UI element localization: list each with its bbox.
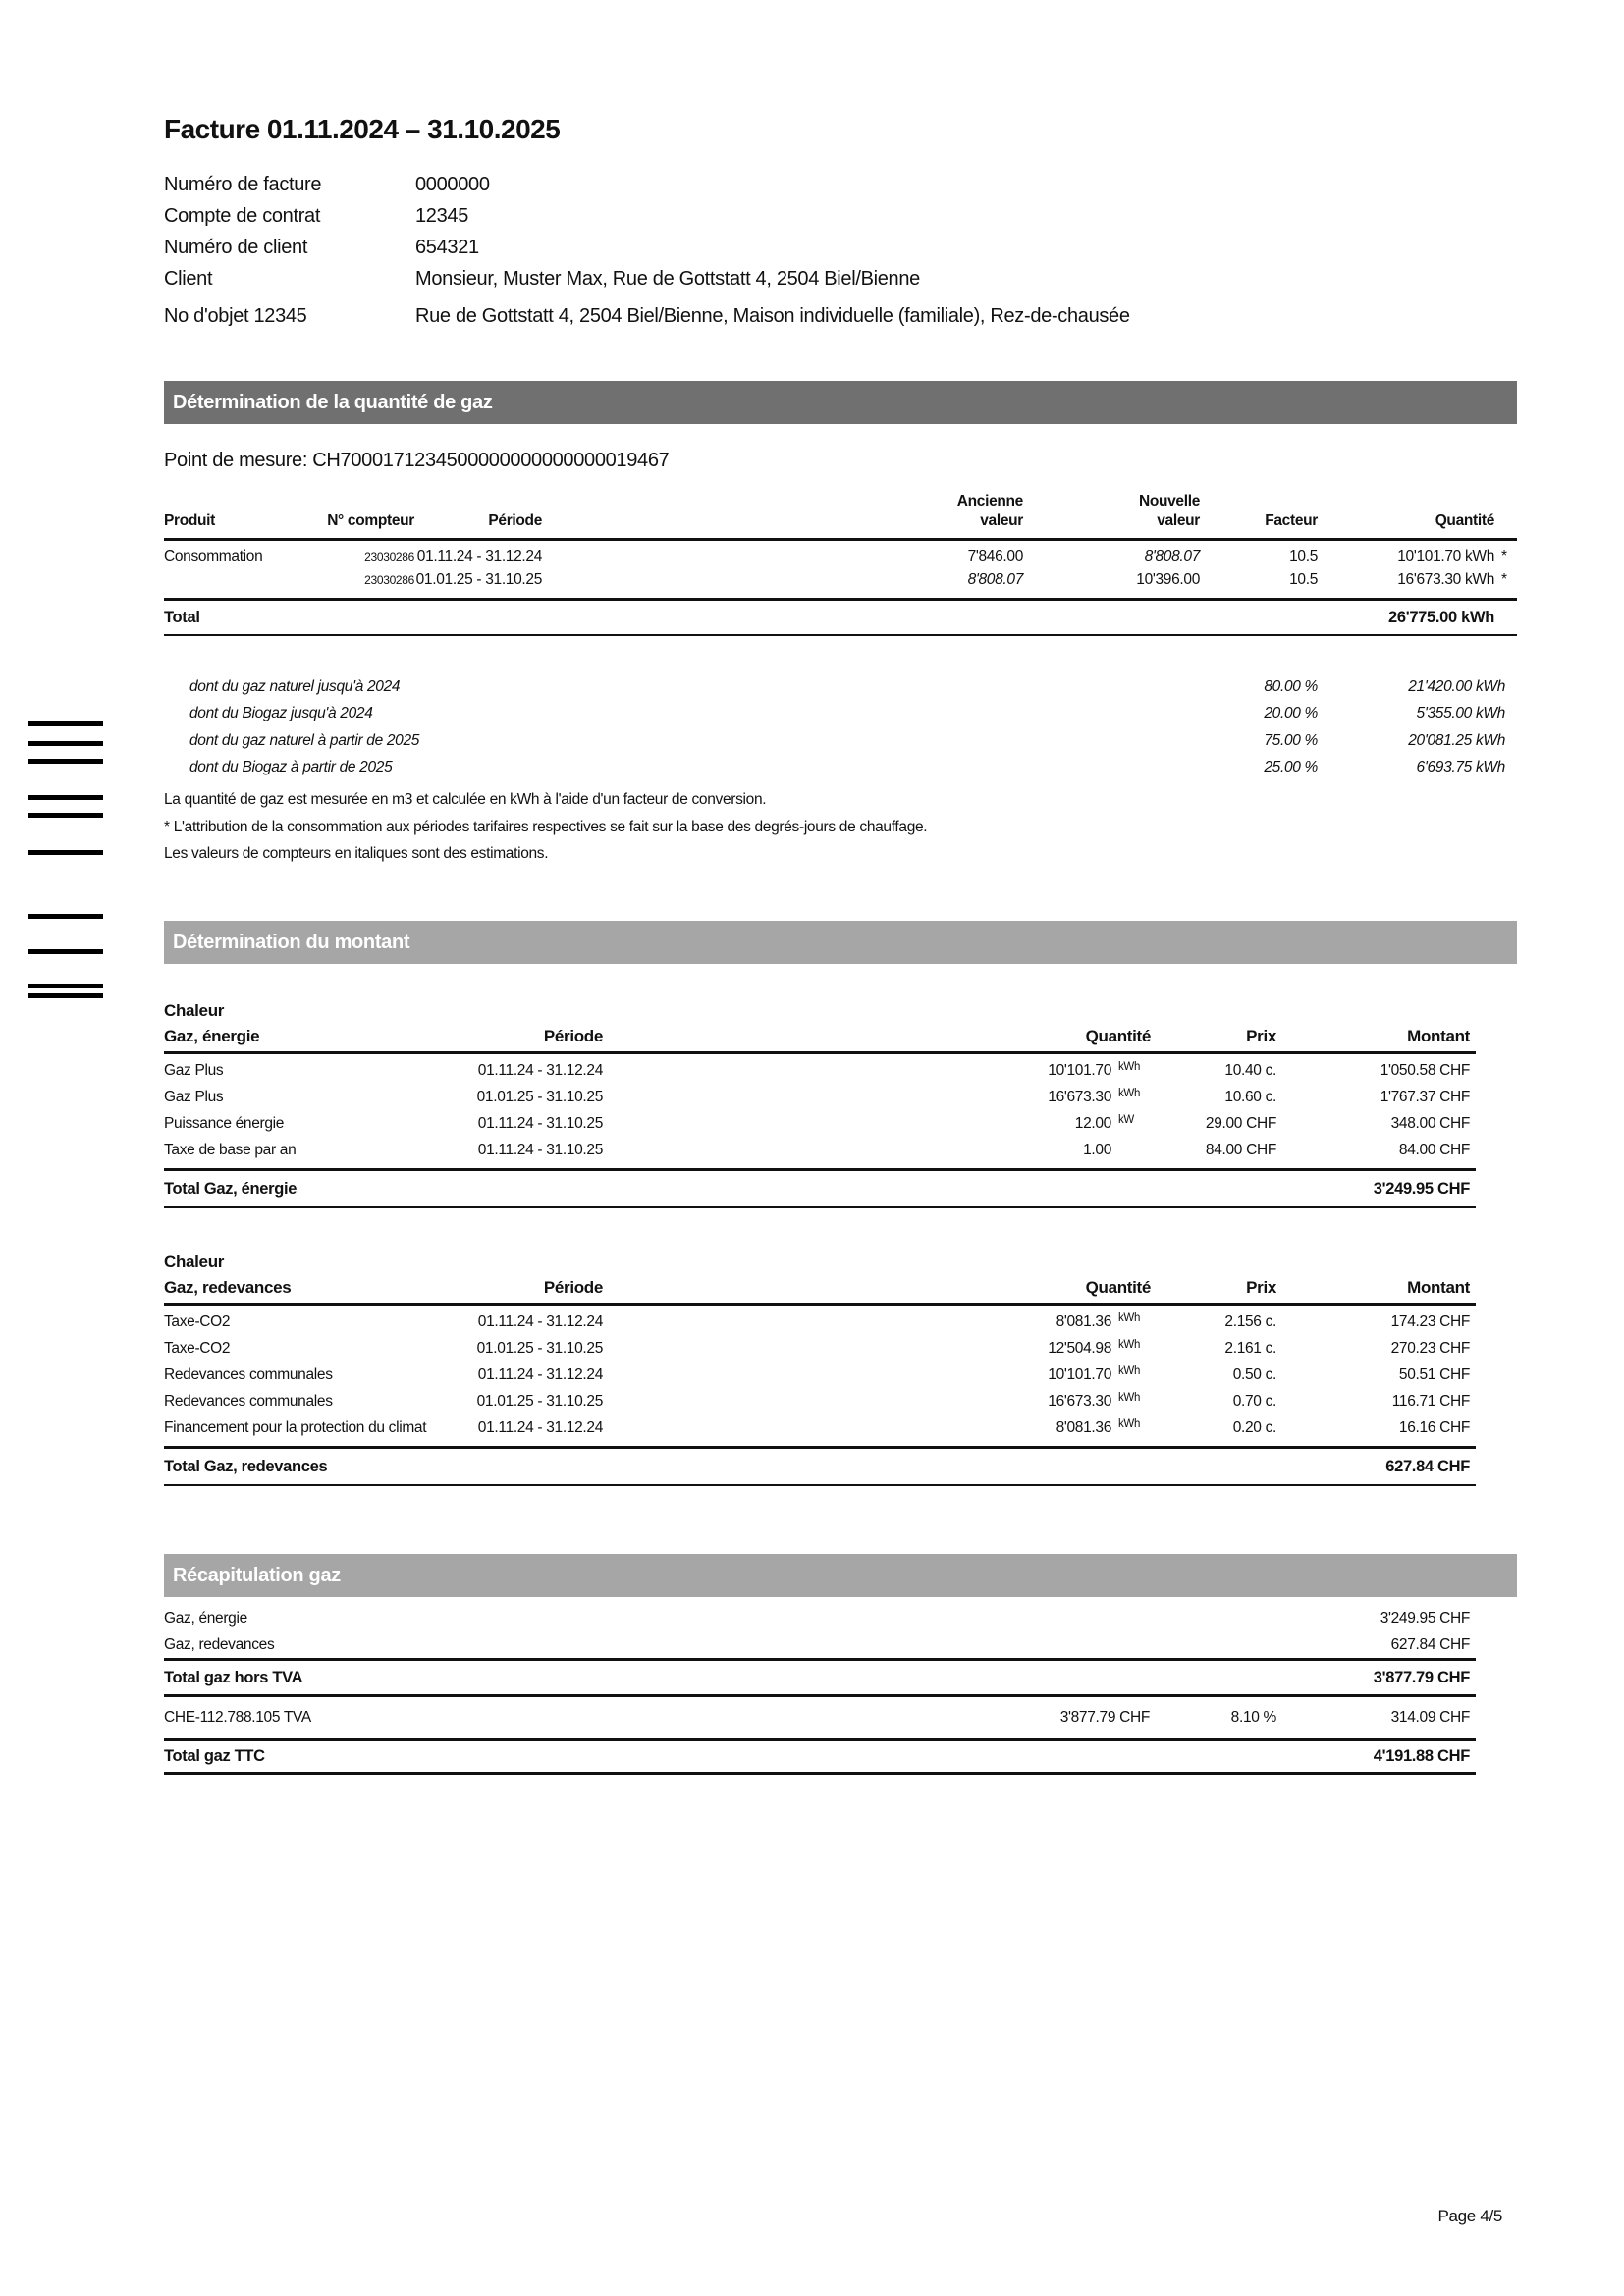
cell-quantite: 16'673.30 kWh xyxy=(1397,571,1494,588)
breakdown-kwh: 20'081.25 kWh xyxy=(1408,731,1505,749)
fees-total-row xyxy=(164,1449,1476,1486)
cell-montant: 174.23 CHF xyxy=(1390,1312,1470,1330)
col-prix: Prix xyxy=(1246,1278,1276,1297)
cell-prix: 10.40 c. xyxy=(1224,1061,1276,1079)
meta-value: Monsieur, Muster Max, Rue de Gottstatt 4, 2504 Biel/Bienne xyxy=(415,267,920,290)
col-periode: Période xyxy=(543,1027,603,1045)
cell-prix: 0.70 c. xyxy=(1232,1392,1276,1410)
cell-montant: 348.00 CHF xyxy=(1390,1114,1470,1132)
breakdown-percent: 25.00 % xyxy=(1264,759,1318,776)
fees-table xyxy=(164,1278,1476,1486)
breakdown-row xyxy=(164,673,1517,701)
meta-value: Rue de Gottstatt 4, 2504 Biel/Bienne, Maison individuelle (familiale), Rez-de-chausée xyxy=(415,304,1130,327)
meta-label: No d'objet 12345 xyxy=(164,304,307,327)
col-quantite: Quantité xyxy=(1435,512,1494,529)
col-produit: Produit xyxy=(164,512,216,529)
cell-quantite: 12'504.98 xyxy=(1048,1339,1111,1357)
recap-label: Gaz, redevances xyxy=(164,1635,275,1653)
cell-unit xyxy=(1111,1137,1156,1141)
footnotes xyxy=(164,791,1517,873)
asterisk-marker: * xyxy=(1501,571,1507,588)
meta-value: 654321 xyxy=(415,236,479,258)
table-row xyxy=(164,1057,1476,1084)
subtotal-label: Total gaz hors TVA xyxy=(164,1668,303,1686)
cell-quantite: 16'673.30 xyxy=(1048,1088,1111,1105)
cell-periode: 01.01.25 - 31.10.25 xyxy=(415,571,542,588)
fees-table-body xyxy=(164,1306,1476,1449)
breakdown-percent: 20.00 % xyxy=(1264,705,1318,722)
quantity-table-header-row1 xyxy=(164,493,1517,512)
cell-unit: kWh xyxy=(1118,1088,1141,1099)
breakdown-label: dont du Biogaz jusqu'à 2024 xyxy=(189,705,373,722)
margin-mark xyxy=(28,813,103,818)
table-row xyxy=(164,1137,1476,1163)
margin-mark xyxy=(28,759,103,764)
table-name: Gaz, redevances xyxy=(164,1278,292,1297)
breakdown-label: dont du gaz naturel à partir de 2025 xyxy=(189,731,420,749)
cell-quantite: 10'101.70 kWh xyxy=(1397,548,1494,564)
quantity-table xyxy=(164,493,1517,636)
cell-nouvelle-estimated: 8'808.07 xyxy=(1144,548,1200,564)
cell-quantite: 10'101.70 xyxy=(1048,1365,1111,1383)
col-nouvelle-valeur: valeur xyxy=(1157,512,1200,529)
recap-total-row xyxy=(164,1738,1476,1775)
breakdown-percent: 75.00 % xyxy=(1264,731,1318,749)
cell-quantite: 8'081.36 xyxy=(1056,1418,1111,1436)
recap-table xyxy=(164,1605,1476,1775)
meta-label: Numéro de facture xyxy=(164,173,322,195)
breakdown-kwh: 5'355.00 kWh xyxy=(1416,705,1505,722)
table-row xyxy=(164,568,1517,592)
cell-prix: 2.161 c. xyxy=(1224,1339,1276,1357)
table-row xyxy=(164,1110,1476,1137)
cell-unit: kWh xyxy=(1118,1392,1141,1404)
recap-amount: 627.84 CHF xyxy=(1390,1635,1470,1653)
margin-mark xyxy=(28,949,103,954)
quantity-table-body xyxy=(164,541,1517,601)
subtotal-value: 3'877.79 CHF xyxy=(1373,1668,1470,1686)
cell-quantite: 16'673.30 xyxy=(1048,1392,1111,1410)
cell-label: Gaz Plus xyxy=(164,1061,224,1079)
cell-label: Redevances communales xyxy=(164,1365,333,1383)
col-compteur: N° compteur xyxy=(327,512,414,529)
total-value: 627.84 CHF xyxy=(1385,1457,1470,1475)
cell-prix: 0.20 c. xyxy=(1232,1418,1276,1436)
table-row xyxy=(164,1308,1476,1335)
cell-label: Taxe-CO2 xyxy=(164,1339,231,1357)
cell-compteur: 23030286 xyxy=(364,573,414,587)
group-label-chaleur: Chaleur xyxy=(164,1001,225,1020)
asterisk-marker: * xyxy=(1501,548,1507,564)
table-row xyxy=(164,1084,1476,1110)
breakdown-kwh: 21'420.00 kWh xyxy=(1408,677,1505,695)
meta-value: 0000000 xyxy=(415,173,490,195)
vat-rate: 8.10 % xyxy=(1230,1709,1276,1726)
breakdown-percent: 80.00 % xyxy=(1264,677,1318,695)
col-facteur: Facteur xyxy=(1265,512,1318,529)
meta-label: Client xyxy=(164,267,213,290)
section-header-amount xyxy=(164,921,1517,964)
meta-value: 12345 xyxy=(415,204,469,227)
meta-row-contract-account xyxy=(164,200,1517,232)
cell-prix: 29.00 CHF xyxy=(1205,1114,1276,1132)
cell-prix: 2.156 c. xyxy=(1224,1312,1276,1330)
total-label: Total Gaz, redevances xyxy=(164,1457,328,1475)
section-title: Récapitulation gaz xyxy=(173,1564,341,1586)
group-label-chaleur: Chaleur xyxy=(164,1253,225,1271)
recap-subtotal-row xyxy=(164,1658,1476,1694)
margin-mark xyxy=(28,741,103,746)
total-label: Total Gaz, énergie xyxy=(164,1179,298,1198)
cell-facteur: 10.5 xyxy=(1289,548,1318,564)
energy-table-body xyxy=(164,1054,1476,1171)
cell-unit: kWh xyxy=(1118,1365,1141,1377)
invoice-meta xyxy=(164,169,1517,332)
cell-montant: 50.51 CHF xyxy=(1398,1365,1470,1383)
cell-quantite: 12.00 xyxy=(1074,1114,1111,1132)
cell-periode: 01.11.24 - 31.12.24 xyxy=(477,1061,603,1079)
table-row xyxy=(164,1362,1476,1388)
total-label: Total gaz TTC xyxy=(164,1747,265,1765)
cell-label: Redevances communales xyxy=(164,1392,333,1410)
gas-breakdown xyxy=(164,673,1517,781)
margin-mark xyxy=(28,993,103,998)
breakdown-row xyxy=(164,755,1517,782)
breakdown-row xyxy=(164,727,1517,755)
cell-produit: Consommation xyxy=(164,548,263,564)
cell-unit: kWh xyxy=(1118,1312,1141,1324)
energy-table-header xyxy=(164,1027,1476,1054)
section-header-quantity xyxy=(164,381,1517,424)
cell-label: Financement pour la protection du climat xyxy=(164,1418,427,1436)
breakdown-kwh: 6'693.75 kWh xyxy=(1416,759,1505,776)
breakdown-row xyxy=(164,701,1517,728)
cell-quantite: 1.00 xyxy=(1083,1141,1111,1158)
col-montant: Montant xyxy=(1407,1278,1470,1297)
col-quantite: Quantité xyxy=(1085,1027,1151,1045)
recap-label: Gaz, énergie xyxy=(164,1609,247,1627)
cell-periode: 01.11.24 - 31.10.25 xyxy=(477,1141,603,1158)
col-ancienne: Ancienne xyxy=(956,493,1023,509)
cell-compteur: 23030286 xyxy=(364,550,414,563)
col-periode: Période xyxy=(543,1278,603,1297)
vat-base: 3'877.79 CHF xyxy=(1059,1709,1150,1726)
cell-prix: 10.60 c. xyxy=(1224,1088,1276,1105)
meta-row-client-number xyxy=(164,232,1517,263)
cell-unit: kW xyxy=(1118,1114,1134,1126)
table-row xyxy=(164,1415,1476,1441)
meta-label: Numéro de client xyxy=(164,236,308,258)
meta-label: Compte de contrat xyxy=(164,204,321,227)
cell-montant: 1'050.58 CHF xyxy=(1380,1061,1470,1079)
cell-montant: 16.16 CHF xyxy=(1398,1418,1470,1436)
cell-periode: 01.11.24 - 31.10.25 xyxy=(477,1114,603,1132)
section-title: Détermination de la quantité de gaz xyxy=(173,391,493,413)
cell-unit: kWh xyxy=(1118,1418,1141,1430)
vat-label: CHE-112.788.105 TVA xyxy=(164,1709,311,1726)
col-montant: Montant xyxy=(1407,1027,1470,1045)
energy-total-row xyxy=(164,1171,1476,1208)
cell-label: Taxe-CO2 xyxy=(164,1312,231,1330)
cell-ancienne: 7'846.00 xyxy=(967,548,1023,564)
total-value: 4'191.88 CHF xyxy=(1373,1747,1470,1765)
quantity-table-header-row2 xyxy=(164,512,1517,541)
meta-row-object xyxy=(164,300,1517,332)
fees-table-header xyxy=(164,1278,1476,1306)
recap-row-fees xyxy=(164,1631,1476,1658)
cell-montant: 116.71 CHF xyxy=(1391,1392,1470,1410)
cell-montant: 270.23 CHF xyxy=(1390,1339,1470,1357)
col-periode: Période xyxy=(488,512,542,529)
cell-montant: 84.00 CHF xyxy=(1398,1141,1470,1158)
col-ancienne-valeur: valeur xyxy=(980,512,1023,529)
cell-periode: 01.11.24 - 31.12.24 xyxy=(477,1418,603,1436)
cell-nouvelle: 10'396.00 xyxy=(1136,571,1200,588)
vat-amount: 314.09 CHF xyxy=(1390,1709,1470,1726)
breakdown-label: dont du Biogaz à partir de 2025 xyxy=(189,759,393,776)
total-label: Total xyxy=(164,608,200,626)
cell-label: Taxe de base par an xyxy=(164,1141,297,1158)
margin-mark xyxy=(28,914,103,919)
recap-vat-row xyxy=(164,1694,1476,1738)
table-row xyxy=(164,1335,1476,1362)
page-number: Page 4/5 xyxy=(1437,2207,1502,2225)
cell-quantite: 8'081.36 xyxy=(1056,1312,1111,1330)
cell-periode: 01.01.25 - 31.10.25 xyxy=(476,1088,603,1105)
table-row xyxy=(164,1388,1476,1415)
table-row xyxy=(164,545,1517,568)
section-header-recap xyxy=(164,1554,1517,1597)
cell-facteur: 10.5 xyxy=(1289,571,1318,588)
cell-label: Gaz Plus xyxy=(164,1088,224,1105)
cell-label: Puissance énergie xyxy=(164,1114,285,1132)
total-value: 26'775.00 kWh xyxy=(1388,608,1494,626)
cell-ancienne-estimated: 8'808.07 xyxy=(967,571,1023,588)
table-name: Gaz, énergie xyxy=(164,1027,260,1045)
col-quantite: Quantité xyxy=(1085,1278,1151,1297)
cell-montant: 1'767.37 CHF xyxy=(1380,1088,1470,1105)
total-value: 3'249.95 CHF xyxy=(1373,1179,1470,1198)
energy-table xyxy=(164,1027,1476,1208)
meta-row-client xyxy=(164,263,1517,294)
breakdown-label: dont du gaz naturel jusqu'à 2024 xyxy=(189,677,401,695)
footnote-line: Les valeurs de compteurs en italiques sont des estimations. xyxy=(164,845,549,862)
recap-amount: 3'249.95 CHF xyxy=(1380,1609,1470,1627)
measure-point: Point de mesure: CH7000171234500000000000000019467 xyxy=(164,450,670,471)
cell-prix: 84.00 CHF xyxy=(1205,1141,1276,1158)
cell-unit: kWh xyxy=(1118,1339,1141,1351)
col-prix: Prix xyxy=(1246,1027,1276,1045)
cell-quantite: 10'101.70 xyxy=(1048,1061,1111,1079)
cell-periode: 01.01.25 - 31.10.25 xyxy=(476,1339,603,1357)
margin-mark xyxy=(28,850,103,855)
page-title: Facture 01.11.2024 – 31.10.2025 xyxy=(164,114,561,144)
recap-row-energy xyxy=(164,1605,1476,1631)
margin-mark xyxy=(28,721,103,726)
section-title: Détermination du montant xyxy=(173,931,410,953)
quantity-total-row xyxy=(164,601,1517,636)
meta-row-invoice-number xyxy=(164,169,1517,200)
cell-prix: 0.50 c. xyxy=(1232,1365,1276,1383)
footnote-line: * L'attribution de la consommation aux périodes tarifaires respectives se fait sur la base des degrés-jours de chauffage. xyxy=(164,818,928,835)
cell-periode: 01.11.24 - 31.12.24 xyxy=(477,1312,603,1330)
cell-unit: kWh xyxy=(1118,1061,1141,1073)
margin-mark xyxy=(28,795,103,800)
col-nouvelle: Nouvelle xyxy=(1138,493,1200,509)
margin-mark xyxy=(28,984,103,988)
cell-periode: 01.11.24 - 31.12.24 xyxy=(477,1365,603,1383)
cell-periode: 01.01.25 - 31.10.25 xyxy=(476,1392,603,1410)
cell-periode: 01.11.24 - 31.12.24 xyxy=(416,548,542,564)
footnote-line: La quantité de gaz est mesurée en m3 et calculée en kWh à l'aide d'un facteur de conversion. xyxy=(164,791,767,808)
